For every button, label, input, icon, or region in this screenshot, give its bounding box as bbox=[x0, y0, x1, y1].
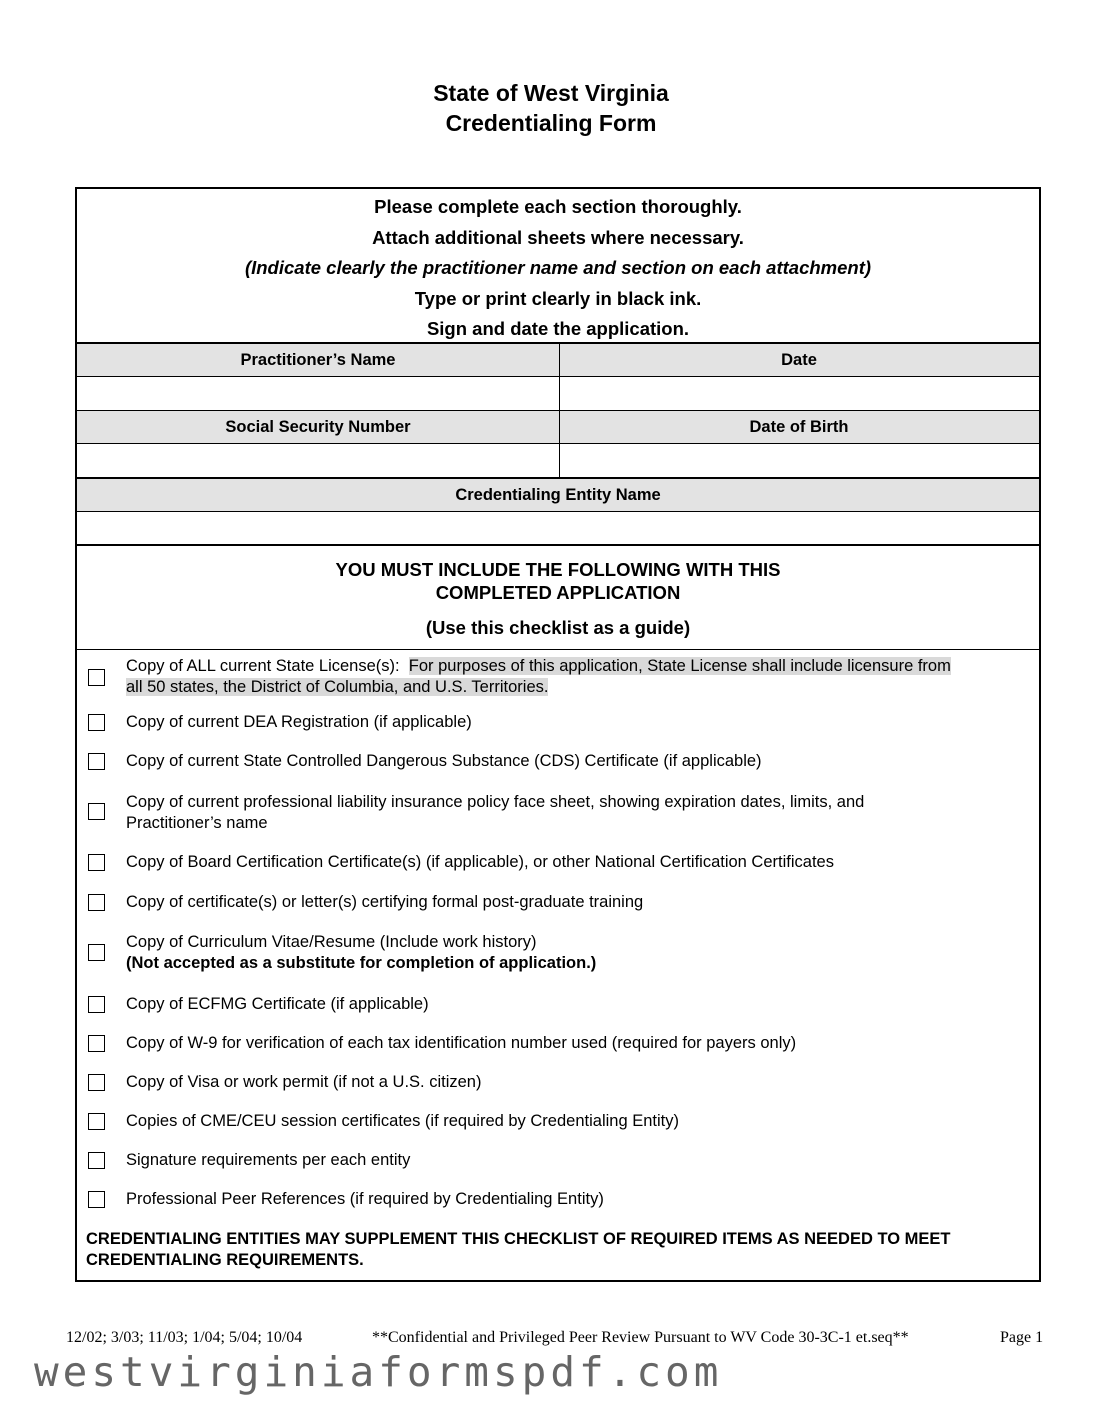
instruction-line: (Indicate clearly the practitioner name and section on each attachment) bbox=[244, 257, 872, 278]
entity-name-label: Credentialing Entity Name bbox=[455, 486, 661, 504]
checklist-item-highlight: For purposes of this application, State License shall include licensure from bbox=[408, 657, 951, 675]
checklist-item-text: Practitioner’s name bbox=[126, 814, 268, 832]
checkbox[interactable] bbox=[88, 1035, 105, 1052]
practitioner-name-field[interactable] bbox=[77, 377, 559, 410]
must-include-line-2: COMPLETED APPLICATION bbox=[435, 582, 681, 603]
checklist-item-text: Copy of current professional liability insurance policy face sheet, showing expiration dates, limits, and bbox=[126, 793, 865, 811]
title-line-2: Credentialing Form bbox=[445, 110, 657, 136]
checkbox[interactable] bbox=[88, 894, 105, 911]
checklist-item-text: Professional Peer References (if required by Credentialing Entity) bbox=[126, 1190, 604, 1208]
checkbox[interactable] bbox=[88, 669, 105, 686]
instruction-line: Sign and date the application. bbox=[426, 318, 690, 339]
checklist-item-text: Copy of current DEA Registration (if applicable) bbox=[126, 713, 472, 731]
footer-page-number: Page 1 bbox=[1000, 1329, 1044, 1346]
instruction-line: Type or print clearly in black ink. bbox=[414, 287, 702, 309]
must-include-heading bbox=[77, 558, 1039, 604]
checkbox[interactable] bbox=[88, 854, 105, 871]
closing-note-line-2: CREDENTIALING REQUIREMENTS. bbox=[86, 1251, 364, 1269]
must-include-line-1: YOU MUST INCLUDE THE FOLLOWING WITH THIS bbox=[335, 559, 781, 580]
checklist-item-text: Copy of Board Certification Certificate(s) (if applicable), or other National Certification Certificates bbox=[126, 853, 834, 871]
divider bbox=[77, 649, 1039, 650]
checkbox[interactable] bbox=[88, 714, 105, 731]
ssn-label: Social Security Number bbox=[225, 418, 411, 436]
checklist-item-text: Copy of W-9 for verification of each tax identification number used (required for payers only) bbox=[126, 1034, 797, 1052]
checkbox[interactable] bbox=[88, 944, 105, 961]
checkbox[interactable] bbox=[88, 1113, 105, 1130]
checklist-item-text: Copy of Visa or work permit (if not a U.S. citizen) bbox=[126, 1073, 482, 1091]
dob-label: Date of Birth bbox=[749, 418, 849, 436]
date-field[interactable] bbox=[560, 377, 1039, 410]
dob-field[interactable] bbox=[560, 444, 1039, 477]
ssn-field[interactable] bbox=[77, 444, 559, 477]
checklist-item-text: Signature requirements per each entity bbox=[126, 1151, 411, 1169]
column-divider bbox=[559, 344, 560, 477]
date-label: Date bbox=[781, 351, 817, 369]
checklist-item-text: Copies of CME/CEU session certificates (if required by Credentialing Entity) bbox=[126, 1112, 679, 1130]
entity-name-field[interactable] bbox=[77, 512, 1039, 544]
name-date-header-row bbox=[77, 344, 1039, 376]
form-box bbox=[75, 187, 1041, 1282]
title-line-1: State of West Virginia bbox=[433, 80, 669, 106]
checkbox[interactable] bbox=[88, 1152, 105, 1169]
checkbox[interactable] bbox=[88, 996, 105, 1013]
checklist-item-note: (Not accepted as a substitute for completion of application.) bbox=[126, 954, 597, 972]
footer-revisions: 12/02; 3/03; 11/03; 1/04; 5/04; 10/04 bbox=[66, 1329, 303, 1346]
checklist-item-text: Copy of Curriculum Vitae/Resume (Include work history) bbox=[126, 933, 537, 951]
checkbox[interactable] bbox=[88, 753, 105, 770]
checklist-guide-note: (Use this checklist as a guide) bbox=[425, 617, 691, 638]
instruction-line: Attach additional sheets where necessary. bbox=[372, 226, 744, 248]
instructions-block bbox=[77, 189, 1039, 342]
watermark: westvirginiaformspdf.com bbox=[34, 1348, 723, 1396]
checklist-item-highlight: all 50 states, the District of Columbia, and U.S. Territories. bbox=[126, 678, 549, 696]
checkbox[interactable] bbox=[88, 803, 105, 820]
practitioner-name-label: Practitioner’s Name bbox=[240, 351, 396, 369]
entity-header-row bbox=[77, 479, 1039, 511]
closing-note bbox=[86, 1229, 1036, 1271]
checkbox[interactable] bbox=[88, 1074, 105, 1091]
instruction-line: Please complete each section thoroughly. bbox=[374, 196, 742, 217]
checkbox[interactable] bbox=[88, 1191, 105, 1208]
checklist-item-text: Copy of ECFMG Certificate (if applicable) bbox=[126, 995, 429, 1013]
ssn-dob-header-row bbox=[77, 411, 1039, 443]
form-title bbox=[0, 78, 1102, 138]
checklist-item-text: Copy of current State Controlled Dangerous Substance (CDS) Certificate (if applicable) bbox=[126, 752, 762, 770]
divider bbox=[77, 544, 1039, 546]
footer-confidential: **Confidential and Privileged Peer Review Pursuant to WV Code 30-3C-1 et.seq** bbox=[372, 1329, 909, 1346]
checklist-item-text: Copy of ALL current State License(s): bbox=[126, 657, 400, 675]
closing-note-line-1: CREDENTIALING ENTITIES MAY SUPPLEMENT THIS CHECKLIST OF REQUIRED ITEMS AS NEEDED TO MEET bbox=[86, 1230, 951, 1248]
checklist-item-text: Copy of certificate(s) or letter(s) certifying formal post-graduate training bbox=[126, 893, 644, 911]
